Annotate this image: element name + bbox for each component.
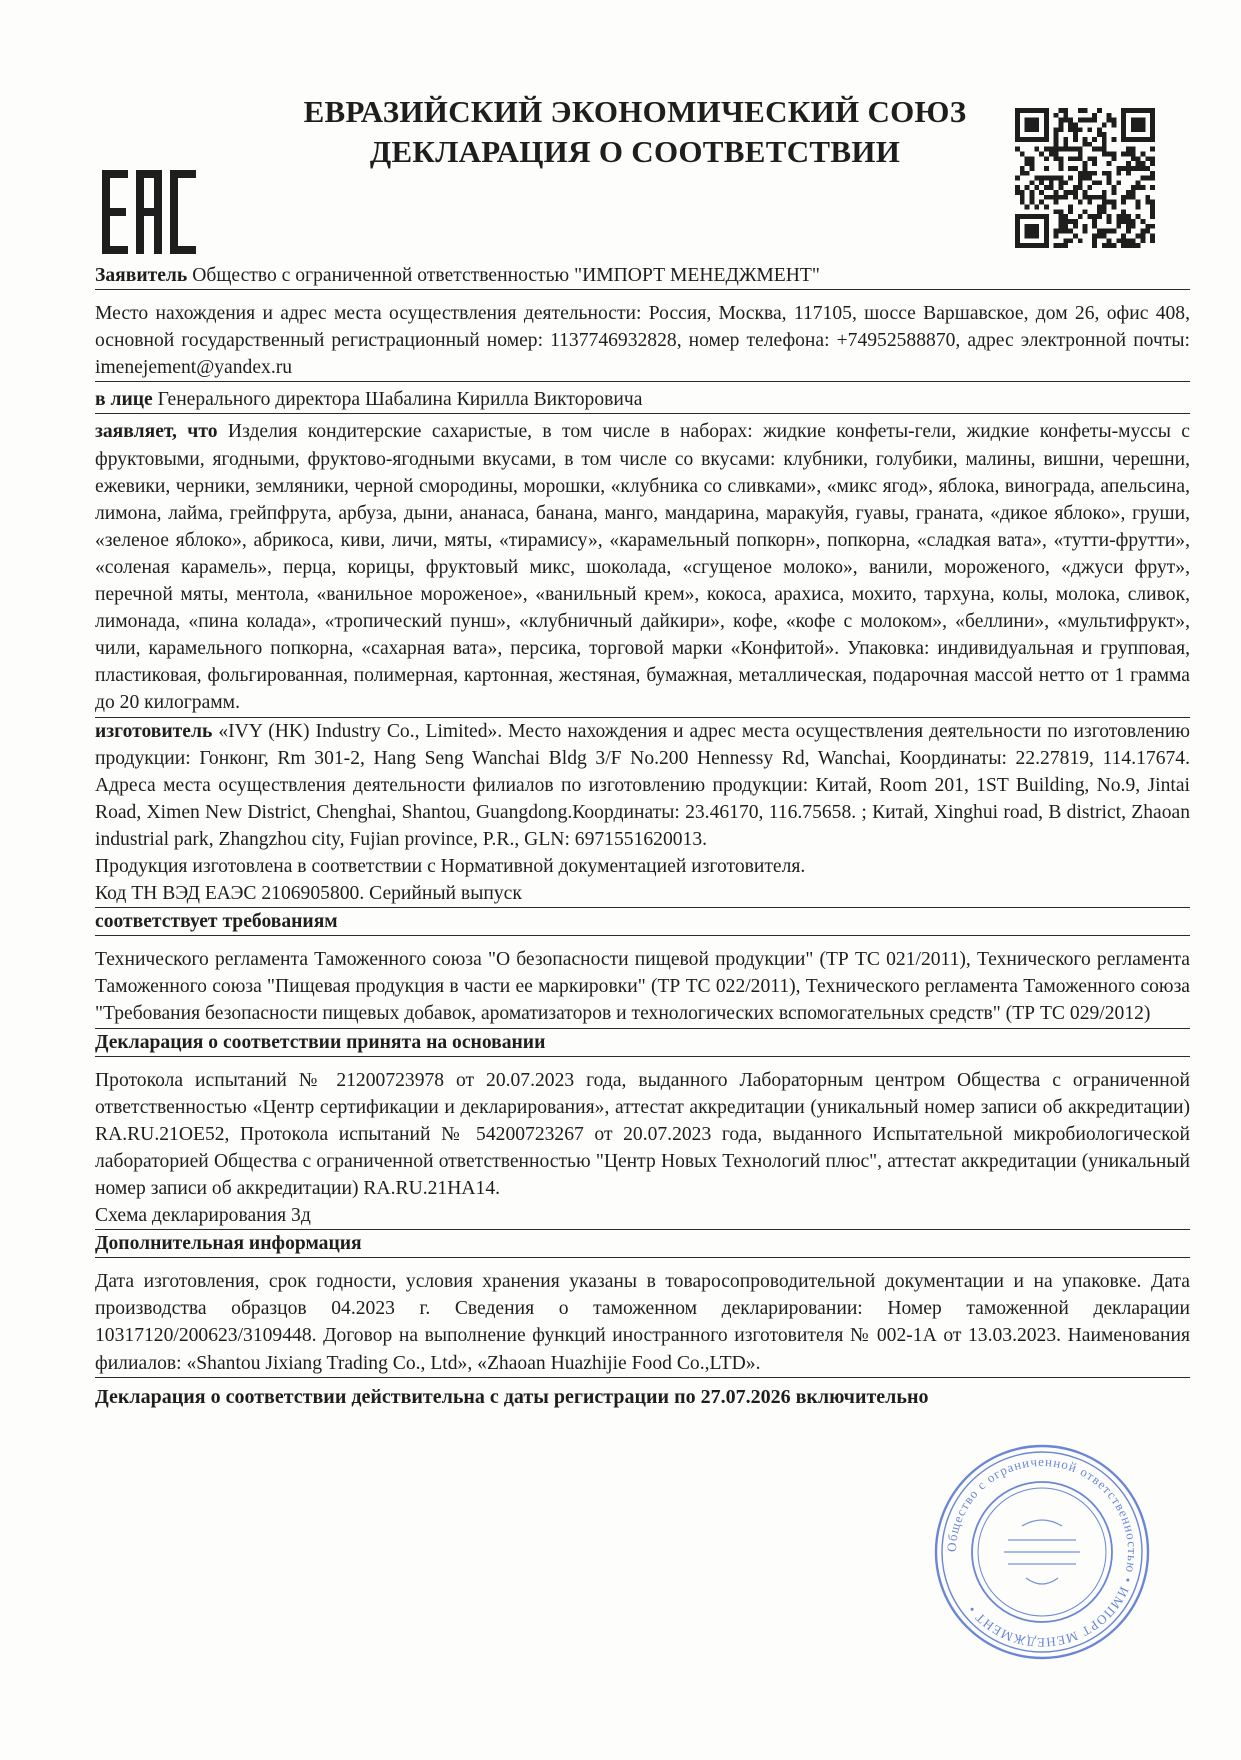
manufacturer-label: изготовитель bbox=[95, 720, 213, 742]
applicant-row bbox=[95, 262, 1190, 290]
manufacturer-block bbox=[95, 718, 1190, 853]
stamp-ring-text: Общество с ограниченной ответственностью • ИМПОРТ МЕНЕДЖМЕНТ • bbox=[943, 1453, 1141, 1651]
title-line-1: ЕВРАЗИЙСКИЙ ЭКОНОМИЧЕСКИЙ СОЮЗ bbox=[303, 94, 967, 129]
qr-code-icon bbox=[1015, 108, 1155, 248]
produced-per-text: Продукция изготовлена в соответствии с Нормативной документацией изготовителя. bbox=[95, 855, 806, 877]
additional-text: Дата изготовления, срок годности, условия хранения указаны в товаросопроводительной документации и на упаковке. Дата производства образцов 04.2023 г. Сведения о таможенном декларировании: Номер таможенной декларации 10317120/200623/3109448. Договор на выполнение функций иностранного изготовителя № 002-1А от 13.03.2023. Наименования филиалов: «Shantou Jixiang Trading Co., Ltd», «Zhaoan Huazhijie Food Co.,LTD». bbox=[95, 1268, 1190, 1377]
applicant-label: Заявитель bbox=[95, 265, 188, 286]
title-line-2: ДЕКЛАРАЦИЯ О СООТВЕТСТВИИ bbox=[369, 134, 901, 169]
address-row: Место нахождения и адрес места осуществления деятельности: Россия, Москва, 117105, шоссе Варшавское, дом 26, офис 408, основной государственный регистрационный номер: 1137746932828, номер телефона: +74952588870, адрес электронной почты: imenejement@yandex.ru bbox=[95, 300, 1190, 382]
product-description bbox=[95, 418, 1190, 717]
scheme-text: Схема декларирования 3д bbox=[95, 1202, 1190, 1230]
basis-text: Протокола испытаний № 21200723978 от 20.07.2023 года, выданного Лабораторным центром Общества с ограниченной ответственностью «Центр сертификации и декларирования», аттестат аккредитации (уникальный номер записи об аккредитации) RA.RU.21ОЕ52, Протокола испытаний № 54200723267 от 20.07.2023 года, выданного Испытательной микробиологической лабораторией Общества с ограниченной ответственностью "Центр Новых Технологий плюс", аттестат аккредитации (уникальный номер записи об аккредитации) RA.RU.21НА14. bbox=[95, 1069, 1190, 1199]
representative-label: в лице bbox=[95, 389, 153, 411]
round-seal-stamp bbox=[930, 1440, 1154, 1664]
representative-row bbox=[95, 386, 1190, 414]
validity-text: Декларация о соответствии действительна с даты регистрации по 27.07.2026 включительно bbox=[95, 1385, 929, 1408]
requirements-heading: соответствует требованиям bbox=[95, 908, 1190, 936]
declares-label: заявляет, что bbox=[95, 421, 218, 443]
declaration-body bbox=[95, 262, 1190, 1412]
manufacturer-value: «IVY (HK) Industry Co., Limited». Место нахождения и адрес места осуществления деятельности по изготовлению продукции: Гонконг, Rm 301-2, Hang Seng Wanchai Bldg 3/F No.200 Hennessy Rd, Wanchai, Координаты: 22.27819, 114.17674. Адреса места осуществления деятельности филиалов по изготовлению продукции: Китай, Room 201, 1ST Building, No.9, Jintai Road, Ximen New District, Chenghai, Shantou, Guangdong.Координаты: 23.46170, 116.75658. ; Китай, Xinghui road, B district, Zhaoan industrial park, Zhangzhou city, Fujian province, P.R., GLN: 6971551620013. bbox=[95, 720, 1190, 850]
representative-value: Генерального директора Шабалина Кирилла Викторовича bbox=[157, 389, 643, 411]
declares-value: Изделия кондитерские сахаристые, в том числе в наборах: жидкие конфеты-гели, жидкие конфеты-муссы с фруктовыми, ягодными, фруктово-ягодными вкусами, в том числе со вкусами: клубники, голубики, малины, вишни, черешни, ежевики, черники, земляники, черной смородины, морошки, «клубника со сливками», «микс ягод», яблока, винограда, апельсина, лимона, лайма, грейпфрута, арбуза, дыни, ананаса, банана, манго, мандарина, маракуйя, гуавы, граната, «дикое яблоко», груши, «зеленое яблоко», абрикоса, киви, личи, мяты, «тирамису», «карамельный попкорн», попкорна, «сладкая вата», «тутти-фрутти», «соленая карамель», перца, корицы, фруктовый микс, шоколада, «сгущеное молоко», ванили, мороженого, «джуси фрут», перечной мяты, ментола, «ванильное мороженое», «ванильный крем», кокоса, арахиса, мохито, тархуна, колы, молока, сливок, лимонада, «пина колада», «тропический пунш», «клубничный дайкири», кофе, «кофе с молоком», «беллини», «мультифрукт», чили, карамельного попкорна, «сахарная вата», персика, торговой марки «Конфитой». Упаковка: индивидуальная и групповая, пластиковая, фольгированная, полимерная, картонная, жестяная, бумажная, металлическая, подарочная массой нетто от 1 грамма до 20 килограмм. bbox=[95, 421, 1190, 714]
basis-heading: Декларация о соответствии принята на основании bbox=[95, 1029, 1190, 1057]
hs-code-text: Код ТН ВЭД ЕАЭС 2106905800. Серийный выпуск bbox=[95, 880, 1190, 908]
document-title bbox=[240, 92, 1030, 172]
applicant-value: Общество с ограниченной ответственностью "ИМПОРТ МЕНЕДЖМЕНТ" bbox=[192, 265, 820, 286]
additional-heading: Дополнительная информация bbox=[95, 1230, 1190, 1258]
requirements-text: Технического регламента Таможенного союза "О безопасности пищевой продукции" (ТР ТС 021/2011), Технического регламента Таможенного союза "Пищевая продукция в части ее маркировки" (ТР ТС 022/2011), Технического регламента Таможенного союза "Требования безопасности пищевых добавок, ароматизаторов и технологических вспомогательных средств" (ТР ТС 029/2012) bbox=[95, 946, 1190, 1028]
eac-logo bbox=[102, 170, 196, 254]
